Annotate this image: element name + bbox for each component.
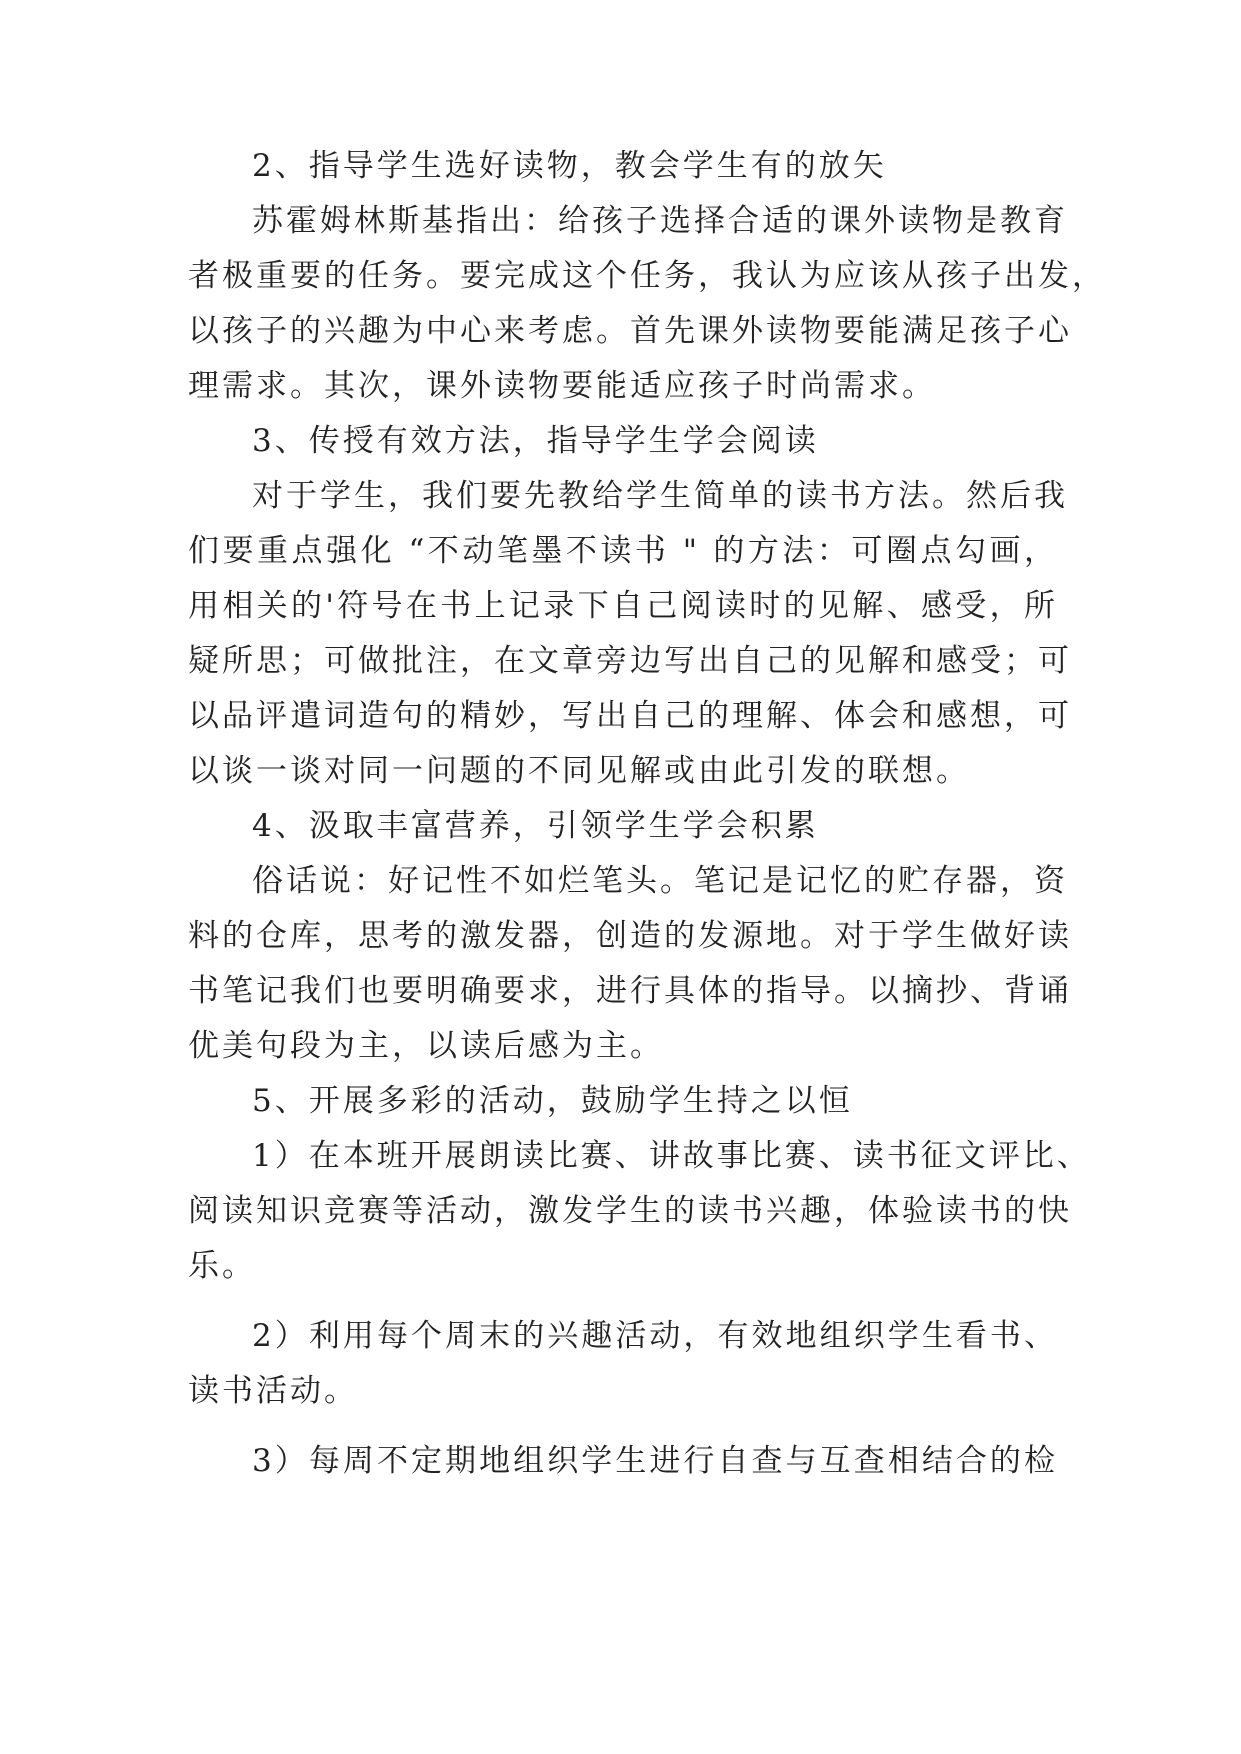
paragraph-line: 书笔记我们也要明确要求，进行具体的指导。以摘抄、背诵 xyxy=(188,973,1072,1009)
paragraph-line: 理需求。其次，课外读物要能适应孩子时尚需求。 xyxy=(188,368,936,404)
paragraph-line: 疑所思；可做批注，在文章旁边写出自己的见解和感受；可 xyxy=(188,643,1072,679)
paragraph-line: 们要重点强化 “不动笔墨不读书 " 的方法：可圈点勾画， xyxy=(188,533,1058,569)
paragraph-line: 以谈一谈对同一问题的不同见解或由此引发的联想。 xyxy=(188,753,970,789)
list-item-line: 读书活动。 xyxy=(188,1373,358,1409)
paragraph-line: 对于学生，我们要先教给学生简单的读书方法。然后我 xyxy=(252,478,1068,514)
paragraph-line: 料的仓库，思考的激发器，创造的发源地。对于学生做好读 xyxy=(188,918,1072,954)
paragraph-line: 用相关的'符号在书上记录下自己阅读时的见解、感受，所 xyxy=(188,588,1058,624)
paragraph-line: 俗话说：好记性不如烂笔头。笔记是记忆的贮存器，资 xyxy=(252,863,1068,899)
list-item-line: 1）在本班开展朗读比赛、讲故事比赛、读书征文评比、 xyxy=(252,1138,1091,1174)
list-item-line: 2）利用每个周末的兴趣活动，有效地组织学生看书、 xyxy=(252,1318,1058,1354)
heading-2: 2、指导学生选好读物，教会学生有的放矢 xyxy=(252,148,887,184)
heading-5: 5、开展多彩的活动，鼓励学生持之以恒 xyxy=(252,1083,853,1119)
list-item-line: 乐。 xyxy=(188,1248,256,1284)
paragraph-line: 优美句段为主，以读后感为主。 xyxy=(188,1028,664,1064)
list-item-line: 阅读知识竞赛等活动，激发学生的读书兴趣，体验读书的快 xyxy=(188,1193,1072,1229)
paragraph-line: 者极重要的任务。要完成这个任务，我认为应该从孩子出发， xyxy=(188,258,1106,294)
heading-3: 3、传授有效方法，指导学生学会阅读 xyxy=(252,423,819,459)
paragraph-line: 以品评遣词造句的精妙，写出自己的理解、体会和感想，可 xyxy=(188,698,1072,734)
list-item-line: 3）每周不定期地组织学生进行自查与互查相结合的检 xyxy=(252,1443,1058,1479)
paragraph-line: 以孩子的兴趣为中心来考虑。首先课外读物要能满足孩子心 xyxy=(188,313,1072,349)
paragraph-line: 苏霍姆林斯基指出：给孩子选择合适的课外读物是教育 xyxy=(252,203,1068,239)
heading-4: 4、汲取丰富营养，引领学生学会积累 xyxy=(252,808,819,844)
